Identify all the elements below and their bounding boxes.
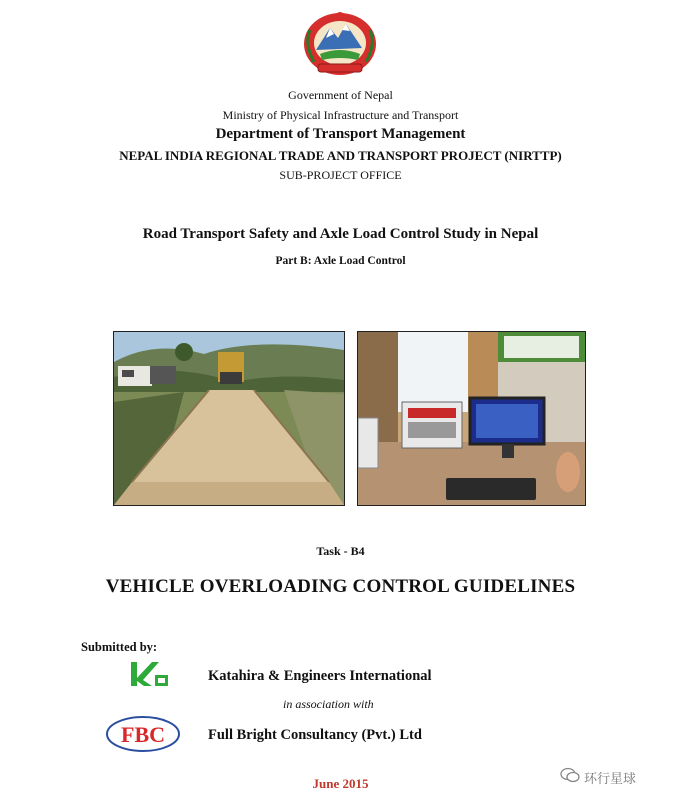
study-title: Road Transport Safety and Axle Load Control Study in Nepal <box>142 226 539 242</box>
part-subtitle: Part B: Axle Load Control <box>275 255 406 267</box>
weighbridge-road-photo <box>113 331 345 506</box>
submitted-by-label: Submitted by: <box>81 640 158 654</box>
consultant-name: Katahira & Engineers International <box>208 668 432 684</box>
ministry-text: Ministry of Physical Infrastructure and Transport <box>222 108 459 122</box>
weighing-control-room-photo <box>357 331 586 506</box>
association-text: in association with <box>283 697 374 711</box>
fbc-logo <box>104 714 182 754</box>
department-title: Department of Transport Management <box>215 126 466 142</box>
wechat-icon <box>560 767 580 787</box>
watermark-text: 环行星球 <box>584 771 637 787</box>
document-title: VEHICLE OVERLOADING CONTROL GUIDELINES <box>105 576 576 597</box>
nepal-emblem-logo <box>300 10 380 78</box>
task-label: Task - B4 <box>316 544 365 558</box>
katahira-logo <box>128 660 170 688</box>
wechat-watermark <box>560 766 672 788</box>
fbc-logo-text: FBC <box>121 722 165 747</box>
submission-date: June 2015 <box>312 776 369 791</box>
office-text: SUB-PROJECT OFFICE <box>279 168 402 182</box>
government-text: Government of Nepal <box>288 88 393 102</box>
partner-name: Full Bright Consultancy (Pvt.) Ltd <box>208 727 422 743</box>
project-title: NEPAL INDIA REGIONAL TRADE AND TRANSPORT PROJECT (NIRTTP) <box>119 148 562 163</box>
